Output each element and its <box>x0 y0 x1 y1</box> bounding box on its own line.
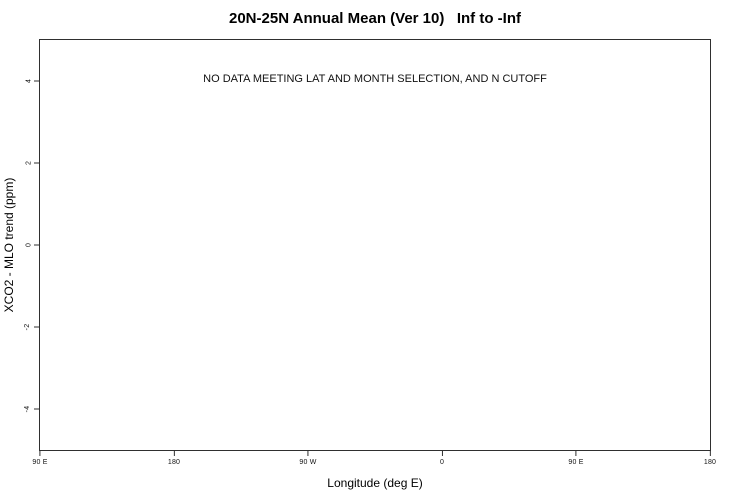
y-tick-mark <box>34 327 40 328</box>
no-data-message: NO DATA MEETING LAT AND MONTH SELECTION, AND N CUTOFF <box>203 73 547 85</box>
x-tick-label: 90 E <box>32 459 48 466</box>
y-tick <box>24 324 40 331</box>
x-tick-mark <box>174 450 175 456</box>
x-tick-mark <box>39 450 40 456</box>
x-tick-mark <box>575 450 576 456</box>
x-tick <box>32 450 47 466</box>
x-tick <box>440 450 444 466</box>
x-tick-label: 180 <box>703 459 717 466</box>
y-tick <box>27 242 40 249</box>
y-tick-label: -2 <box>24 323 32 331</box>
x-tick <box>299 450 316 466</box>
y-tick-mark <box>34 409 40 410</box>
y-tick-label: 2 <box>25 160 33 166</box>
x-tick-label: 90 W <box>299 459 317 466</box>
y-tick-mark <box>34 163 40 164</box>
y-tick-mark <box>34 245 40 246</box>
x-tick <box>568 450 583 466</box>
y-tick-label: -4 <box>24 405 32 413</box>
x-tick <box>168 450 180 466</box>
x-tick-label: 0 <box>439 459 445 466</box>
y-axis-label: XCO2 - MLO trend (ppm) <box>2 177 16 313</box>
y-tick <box>27 160 40 167</box>
x-tick <box>704 450 716 466</box>
y-tick <box>27 78 40 85</box>
y-tick-label: 4 <box>25 78 33 84</box>
x-tick-label: 180 <box>167 459 181 466</box>
plot-area <box>24 39 717 466</box>
y-tick <box>24 406 40 413</box>
chart-title: 20N-25N Annual Mean (Ver 10) Inf to -Inf <box>229 10 521 27</box>
x-tick-mark <box>307 450 308 456</box>
x-tick-mark <box>710 450 711 456</box>
x-tick-label: 90 E <box>568 459 584 466</box>
y-tick-label: 0 <box>25 242 33 248</box>
x-axis-label: Longitude (deg E) <box>327 476 423 490</box>
y-tick-mark <box>34 81 40 82</box>
x-tick-mark <box>442 450 443 456</box>
